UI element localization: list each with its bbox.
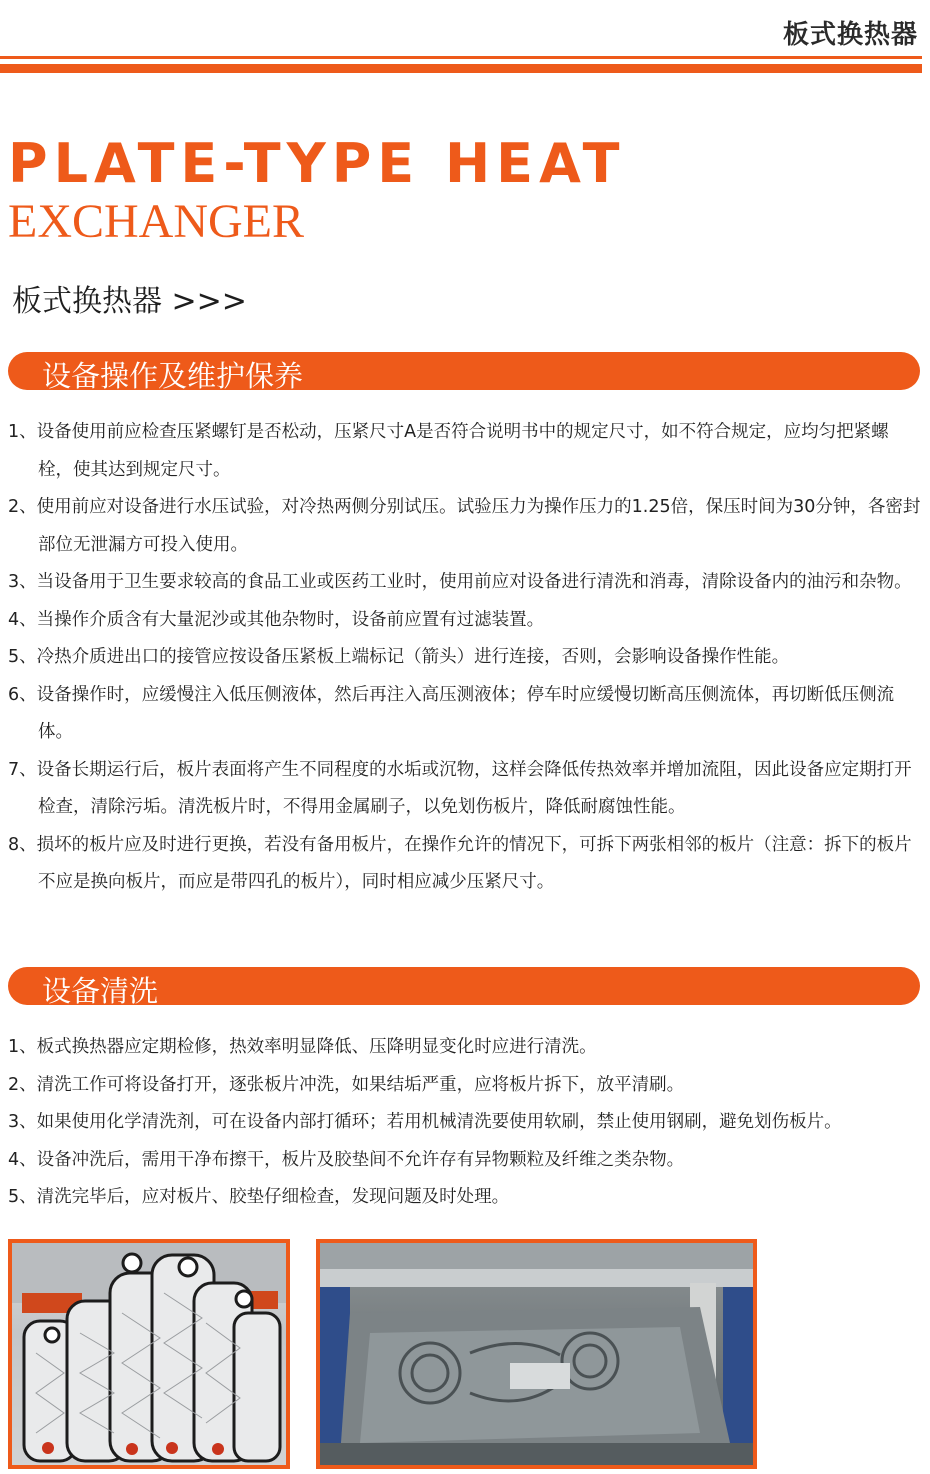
operation-list bbox=[0, 414, 922, 902]
list-item: 5、清洗完毕后，应对板片、胶垫仔细检查，发现问题及时处理。 bbox=[8, 1187, 510, 1207]
section-title-cleaning: 设备清洗 bbox=[42, 974, 159, 1008]
header-divider-thick bbox=[0, 64, 922, 73]
list-item: 2、使用前应对设备进行水压试验，对冷热两侧分别试压。试验压力为操作压力的1.25倍，保压时间为30分钟，各密封部位无泄漏方可投入使用。 bbox=[8, 497, 921, 555]
list-item: 1、设备使用前应检查压紧螺钉是否松动，压紧尺寸A是否符合说明书中的规定尺寸，如不符合规定，应均匀把紧螺栓，使其达到规定尺寸。 bbox=[8, 422, 889, 480]
list-item: 7、设备长期运行后，板片表面将产生不同程度的水垢或沉物，这样会降低传热效率并增加流阻，因此设备应定期打开检查，清除污垢。清洗板片时，不得用金属刷子，以免划伤板片，降低耐腐蚀性能。 bbox=[8, 759, 912, 817]
list-item: 6、设备操作时，应缓慢注入低压侧液体，然后再注入高压测液体；停车时应缓慢切断高压侧流体，再切断低压侧流体。 bbox=[8, 684, 895, 742]
english-title-line-2: EXCHANGER bbox=[8, 195, 304, 248]
chinese-subtitle: 板式换热器 >>> bbox=[12, 284, 247, 319]
list-item: 3、如果使用化学清洗剂，可在设备内部打循环；若用机械清洗要使用软刷，禁止使用钢刷，避免划伤板片。 bbox=[8, 1112, 842, 1132]
header-title: 板式换热器 bbox=[782, 20, 918, 50]
machine-photo bbox=[316, 1239, 757, 1469]
section-title-operation: 设备操作及维护保养 bbox=[42, 359, 304, 393]
cleaning-list bbox=[0, 1029, 922, 1217]
list-item: 5、冷热介质进出口的接管应按设备压紧板上端标记（箭头）进行连接，否则，会影响设备操作性能。 bbox=[8, 647, 790, 667]
heat-exchanger-plates-image bbox=[12, 1243, 286, 1465]
list-item: 4、设备冲洗后，需用干净布擦干，板片及胶垫间不允许存有异物颗粒及纤维之类杂物。 bbox=[8, 1149, 685, 1170]
section-bar-operation bbox=[8, 352, 920, 393]
plates-photo bbox=[8, 1239, 290, 1469]
header-divider-thin bbox=[0, 56, 922, 59]
list-item: 1、板式换热器应定期检修，热效率明显降低、压降明显变化时应进行清洗。 bbox=[8, 1037, 597, 1057]
list-item: 8、损坏的板片应及时进行更换，若没有备用板片，在操作允许的情况下，可拆下两张相邻的板片（注意：拆下的板片不应是换向板片，而应是带四孔的板片），同时相应减少压紧尺寸。 bbox=[8, 834, 912, 892]
heat-exchanger-machine-image bbox=[320, 1243, 753, 1465]
list-item: 3、当设备用于卫生要求较高的食品工业或医药工业时，使用前应对设备进行清洗和消毒，清除设备内的油污和杂物。 bbox=[8, 572, 912, 592]
english-title-line-1: PLATE-TYPE HEAT bbox=[8, 132, 626, 195]
section-bar-cleaning bbox=[8, 967, 920, 1008]
list-item: 4、当操作介质含有大量泥沙或其他杂物时，设备前应置有过滤装置。 bbox=[8, 609, 545, 630]
list-item: 2、清洗工作可将设备打开，逐张板片冲洗，如果结垢严重，应将板片拆下，放平清刷。 bbox=[8, 1074, 685, 1095]
